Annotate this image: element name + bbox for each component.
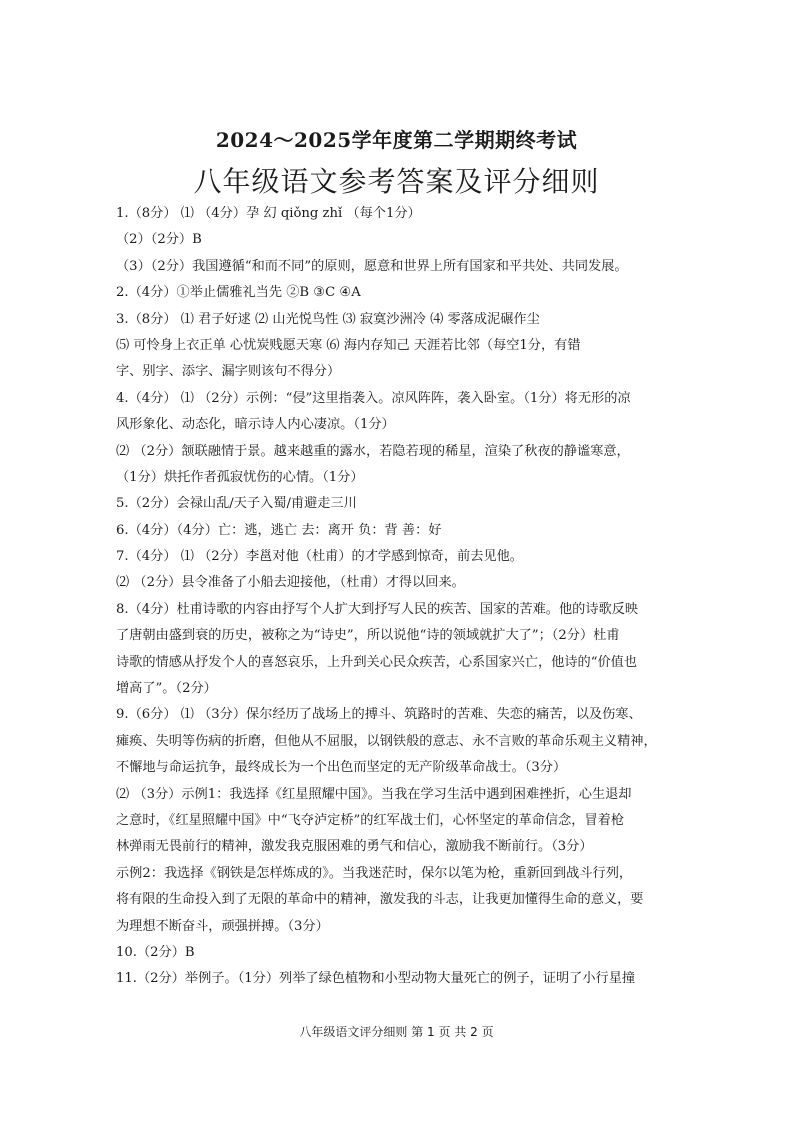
answer-line: 之意时，《红星照耀中国》中“飞夺泸定桥”的红军战士们，心怀坚定的革命信念，冒着枪 bbox=[116, 812, 625, 828]
answer-line: 2.（4分）①举止儒雅礼当先 ②B ③C ④A bbox=[116, 285, 361, 301]
answer-content bbox=[116, 201, 678, 993]
answer-line: 了唐朝由盛到衰的历史，被称之为“诗史”，所以说他“诗的领域就扩大了”；（2分）杜甫 bbox=[116, 628, 620, 644]
answer-line: 林弹雨无畏前行的精神，激发我克服困难的勇气和信心，激励我不断前行。（3分） bbox=[116, 839, 593, 855]
answer-line: 增高了”。（2分） bbox=[116, 681, 217, 697]
answer-line: 1.（8分） ⑴ （4分）孕 幻 qiǒng zhǐ （每个1分） bbox=[116, 206, 421, 221]
page-footer: 八年级语文评分细则 第 1 页 共 2 页 bbox=[299, 1025, 494, 1039]
answer-line: 诗歌的情感从抒发个人的喜怒哀乐，上升到关心民众疾苦，心系国家兴亡，他诗的“价值也 bbox=[116, 654, 638, 670]
answer-line: 风形象化、动态化，暗示诗人内心凄凉。（1分） bbox=[116, 417, 395, 433]
answer-line: 8.（4分）杜甫诗歌的内容由抒写个人扩大到抒写人民的疾苦、国家的苦难。他的诗歌反映 bbox=[116, 601, 639, 617]
answer-line: 9.（6分） ⑴ （3分）保尔经历了战场上的搏斗、筑路时的苦难、失恋的痛苦，以及伤寒、 bbox=[116, 707, 642, 723]
answer-line: 5.（2分）会禄山乱/天子入蜀/甫避走三川 bbox=[116, 496, 357, 512]
answer-line: 瘫痪、失明等伤病的折磨，但他从不屈服，以钢铁般的意志、永不言败的革命乐观主义精神， bbox=[116, 733, 657, 749]
answer-line: ⑵ （3分）示例1：我选择《红星照耀中国》。当我在学习生活中遇到困难挫折，心生退却 bbox=[116, 786, 632, 802]
document-title: 八年级语文参考答案及评分细则 bbox=[193, 165, 600, 198]
answer-line: 6.（4分）（4分）亡：逃，逃亡 去：离开 负：背 善：好 bbox=[116, 522, 442, 538]
answer-line: 11.（2分）举例子。（1分）列举了绿色植物和小型动物大量死亡的例子，证明了小行星撞 bbox=[116, 971, 636, 987]
answer-line: 10.（2分）B bbox=[116, 944, 195, 960]
answer-line: 7.（4分） ⑴ （2分）李邕对他（杜甫）的才学感到惊奇，前去见他。 bbox=[116, 549, 523, 565]
answer-line: ⑵ （2分）县令准备了小船去迎接他，（杜甫）才得以回来。 bbox=[116, 575, 465, 591]
answer-line: ⑸ 可怜身上衣正单 心忧炭贱愿天寒 ⑹ 海内存知己 天涯若比邻（每空1分，有错 bbox=[116, 337, 581, 353]
answer-line: 示例2：我选择《钢铁是怎样炼成的》。当我迷茫时，保尔以笔为枪，重新回到战斗行列， bbox=[116, 865, 633, 881]
answer-line: 3.（8分） ⑴ 君子好逑 ⑵ 山光悦鸟性 ⑶ 寂寞沙洲冷 ⑷ 零落成泥碾作尘 bbox=[116, 311, 540, 327]
answer-line: （1分）烘托作者孤寂忧伤的心情。（1分） bbox=[116, 469, 364, 485]
answer-line: 字、别字、添字、漏字则该句不得分） bbox=[116, 364, 341, 380]
answer-line: （3）（2分）我国遵循“和而不同”的原则，愿意和世界上所有国家和平共处、共同发展。 bbox=[116, 258, 628, 274]
answer-line: 将有限的生命投入到了无限的革命中的精神，激发我的斗志，让我更加懂得生命的意义，要 bbox=[116, 892, 644, 908]
answer-line: 不懈地与命运抗争，最终成长为一个出色而坚定的无产阶级革命战士。（3分） bbox=[116, 760, 567, 776]
answer-line: （2）（2分）B bbox=[116, 232, 202, 248]
answer-line: 4.（4分） ⑴ （2分）示例：“侵”这里指袭入。凉风阵阵，袭入卧室。（1分）将无形的凉 bbox=[116, 390, 631, 406]
exam-title: 2024～2025学年度第二学期期终考试 bbox=[215, 128, 578, 152]
answer-line: 为理想不断奋斗，顽强拼搏。（3分） bbox=[116, 918, 329, 934]
answer-line: ⑵ （2分）颔联融情于景。越来越重的露水，若隐若现的稀星，渲染了秋夜的静谧寒意， bbox=[116, 443, 630, 459]
